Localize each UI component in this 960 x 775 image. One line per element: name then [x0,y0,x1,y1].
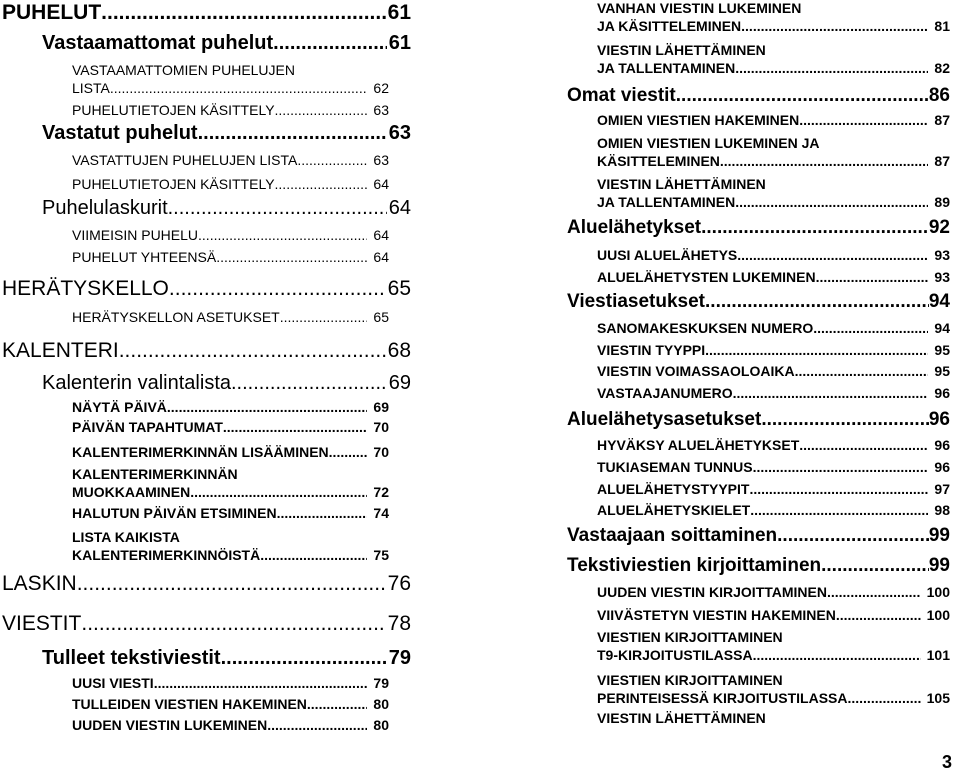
dot-leader [821,556,929,575]
toc-entry-title: Kalenterin valintalista [42,372,231,394]
toc-entry-title-line: KALENTERIMERKINNÄN [72,466,238,482]
toc-entry-page: 70 [373,419,389,435]
dot-leader [119,340,386,361]
toc-entry-title: UUSI VIESTI [72,675,154,691]
toc-entry-page: 75 [373,547,389,563]
toc-entry-page: 76 [387,572,411,595]
toc-entry-page: 97 [934,481,950,497]
dot-leader [168,198,387,218]
toc-entry-title: PUHELUT YHTEENSÄ [72,249,217,265]
dot-leader [720,154,929,168]
dot-leader [101,2,385,23]
toc-entry-page: 72 [373,484,389,500]
dot-leader [110,81,368,95]
left-toc-entry[interactable] [42,373,411,393]
toc-entry-title: VIESTIT [2,612,82,635]
toc-entry-title: Tekstiviestien kirjoittaminen [567,555,822,576]
toc-entry-title: ALUELÄHETYSKIELET [597,502,751,518]
right-toc-entry[interactable] [597,364,950,378]
toc-entry-page: 86 [928,85,950,106]
toc-entry-page: 96 [928,409,950,430]
toc-entry-page: 62 [373,80,389,96]
toc-entry-page: 64 [373,249,389,265]
toc-entry-page: 78 [387,612,411,635]
toc-entry-title: LASKIN [2,572,77,595]
toc-entry-title: NÄYTÄ PÄIVÄ [72,399,167,415]
dot-leader [260,548,367,562]
right-toc-entry[interactable] [597,585,950,599]
toc-entry-title-line: VIESTIEN KIRJOITTAMINEN [597,672,783,688]
left-toc-entry[interactable] [72,310,389,324]
toc-entry-page: 100 [926,584,950,600]
dot-leader [216,250,367,264]
left-toc-entry[interactable] [72,676,389,690]
dot-leader [741,19,928,33]
left-toc-entry[interactable] [2,340,411,361]
left-toc-entry[interactable] [2,573,411,594]
right-toc-entry[interactable] [597,270,950,284]
toc-entry-title: JA KÄSITTELEMINEN [597,18,742,34]
left-toc-entry[interactable] [72,697,389,711]
left-toc-entry[interactable] [42,123,411,143]
dot-leader [735,195,928,209]
toc-entry-page: 95 [934,342,950,358]
toc-entry-page: 64 [373,227,389,243]
toc-entry-title: VIIVÄSTETYN VIESTIN HAKEMINEN [597,607,836,623]
toc-entry-title-line: VANHAN VIESTIN LUKEMINEN [597,0,802,16]
dot-leader [733,386,929,400]
toc-entry-page: 69 [388,372,411,394]
toc-entry-title: Vastaamattomat puhelut [42,32,274,54]
left-toc-entry[interactable] [2,2,411,23]
left-toc-entry[interactable] [72,400,389,414]
dot-leader [827,585,921,599]
toc-entry-title: PUHELUTIETOJEN KÄSITTELY [72,176,275,192]
toc-entry-page: 89 [934,194,950,210]
toc-entry-title: KALENTERIMERKINNÄN LISÄÄMINEN [72,444,329,460]
dot-leader [297,153,367,167]
toc-entry-page: 61 [388,32,411,54]
right-toc-entry[interactable] [597,386,950,400]
toc-entry-page: 96 [934,385,950,401]
dot-leader [777,526,929,545]
toc-entry-title: PÄIVÄN TAPAHTUMAT [72,419,223,435]
toc-entry-title: VASTAAJANUMERO [597,385,733,401]
toc-entry-title: JA TALLENTAMINEN [597,194,736,210]
toc-entry-title: Viestiasetukset [567,291,706,312]
toc-entry-title: KÄSITTELEMINEN [597,153,720,169]
dot-leader [753,460,929,474]
toc-entry-title: ALUELÄHETYSTYYPIT [597,481,750,497]
left-toc-entry[interactable] [42,33,411,53]
left-toc-entry[interactable] [72,103,389,117]
toc-entry-title-line: VIESTIN LÄHETTÄMINEN [597,176,766,192]
right-toc-entry[interactable] [567,86,950,105]
right-toc-entry[interactable] [597,673,950,705]
toc-entry-page: 87 [934,112,950,128]
toc-entry-page: 87 [934,153,950,169]
right-toc-entry[interactable] [597,113,950,127]
toc-entry-title-line: VASTAAMATTOMIEN PUHELUJEN [72,62,295,78]
dot-leader [198,123,387,143]
dot-leader [813,321,928,335]
left-toc-entry[interactable] [72,63,389,95]
toc-entry-title: VIESTIN TYYPPI [597,342,706,358]
right-toc-entry[interactable] [597,248,950,262]
dot-leader [799,113,928,127]
toc-entry-title: PUHELUTIETOJEN KÄSITTELY [72,102,275,118]
dot-leader [81,613,385,634]
toc-entry-page: 105 [926,690,950,706]
toc-entry-page: 96 [934,437,950,453]
left-toc-entry[interactable] [2,613,411,634]
toc-entry-title: OMIEN VIESTIEN HAKEMINEN [597,112,800,128]
toc-entry-page: 64 [373,176,389,192]
dot-leader [231,373,387,393]
dot-leader [749,482,928,496]
dot-leader [273,33,387,53]
toc-entry-page: 79 [388,647,411,669]
toc-entry-page: 101 [926,647,950,663]
toc-entry-page: 70 [373,444,389,460]
right-toc-entry[interactable] [567,292,950,311]
dot-leader [198,228,367,242]
toc-entry-page: 68 [387,339,411,362]
toc-entry-title: VIESTIN VOIMASSAOLOAIKA [597,363,795,379]
toc-entry-title: VIESTIN LÄHETTÄMINEN [597,710,766,726]
toc-entry-title: Aluelähetykset [567,217,702,238]
right-toc-entry[interactable] [597,630,950,662]
toc-entry-title-line: VIESTIN LÄHETTÄMINEN [597,42,766,58]
toc-entry-title-line: VIESTIEN KIRJOITTAMINEN [597,629,783,645]
dot-leader [329,445,368,459]
dot-leader [169,278,386,299]
dot-leader [795,364,929,378]
left-toc-entry[interactable] [72,445,389,459]
toc-entry-title: JA TALLENTAMINEN [597,60,736,76]
dot-leader [705,292,929,311]
toc-entry-page: 65 [387,277,411,300]
left-toc-entry[interactable] [72,506,389,520]
toc-entry-title: Tulleet tekstiviestit [42,647,221,669]
toc-entry-page: 61 [387,1,411,24]
left-toc-entry[interactable] [72,153,389,167]
toc-entry-page: 92 [928,217,950,238]
right-toc-entry[interactable] [597,503,950,517]
toc-entry-title: PUHELUT [2,1,102,24]
toc-entry-title: UUDEN VIESTIN LUKEMINEN [72,717,268,733]
right-toc-entry[interactable] [597,1,950,33]
right-toc-entry[interactable] [597,321,950,335]
left-toc-entry[interactable] [42,648,411,668]
dot-leader [816,270,929,284]
right-toc-entry[interactable] [567,410,950,429]
dot-leader [221,648,387,668]
toc-entry-title: VASTATTUJEN PUHELUJEN LISTA [72,152,298,168]
toc-entry-title: SANOMAKESKUKSEN NUMERO [597,320,814,336]
left-toc-entry[interactable] [72,250,389,264]
right-toc-entry[interactable] [597,177,950,209]
toc-entry-title: PERINTEISESSÄ KIRJOITUSTILASSA [597,690,848,706]
page-number: 3 [941,752,952,772]
dot-leader [307,697,368,711]
dot-leader [676,86,929,105]
toc-entry-title: HERÄTYSKELLO [2,277,169,300]
toc-entry-page: 63 [373,102,389,118]
dot-leader [737,248,928,262]
toc-entry-page: 63 [388,122,411,144]
toc-entry-page: 99 [928,525,950,546]
right-toc-entry[interactable] [597,608,950,622]
right-toc-entry[interactable] [597,343,950,357]
toc-entry-page: 65 [373,309,389,325]
toc-entry-page: 96 [934,459,950,475]
toc-entry-title: Puhelulaskurit [42,197,168,219]
toc-entry-page: 95 [934,363,950,379]
right-toc-entry[interactable] [597,482,950,496]
toc-entry-title: LISTA [72,80,110,96]
dot-leader [753,648,921,662]
dot-leader [280,310,368,324]
dot-leader [735,61,928,75]
toc-entry-page: 79 [373,675,389,691]
right-toc-entry[interactable] [597,136,950,168]
toc-entry-page: 93 [934,269,950,285]
toc-entry-page: 94 [928,291,950,312]
toc-entry-title: Aluelähetysasetukset [567,409,762,430]
toc-entry-page: 63 [373,152,389,168]
toc-entry-page: 80 [373,717,389,733]
right-toc-entry[interactable] [597,711,950,725]
toc-entry-page: 74 [373,505,389,521]
toc-entry-title: KALENTERI [2,339,119,362]
left-toc-entry[interactable] [72,228,389,242]
toc-entry-title: UUSI ALUELÄHETYS [597,247,738,263]
toc-entry-title: Vastaajaan soittaminen [567,525,778,546]
toc-entry-title: HERÄTYSKELLON ASETUKSET [72,309,280,325]
right-toc-entry[interactable] [597,438,950,452]
toc-entry-title: Omat viestit [567,85,676,106]
dot-leader [277,506,368,520]
toc-entry-page: 93 [934,247,950,263]
dot-leader [761,410,929,429]
dot-leader [836,608,921,622]
left-toc-entry[interactable] [72,530,389,562]
toc-entry-title: MUOKKAAMINEN [72,484,191,500]
toc-entry-title: UUDEN VIESTIN KIRJOITTAMINEN [597,584,827,600]
toc-entry-title: HALUTUN PÄIVÄN ETSIMINEN [72,505,277,521]
toc-entry-page: 81 [934,18,950,34]
left-toc-entry[interactable] [72,467,389,499]
toc-entry-title: KALENTERIMERKINNÖISTÄ [72,547,261,563]
dot-leader [223,420,368,434]
toc-entry-title: T9-KIRJOITUSTILASSA [597,647,753,663]
dot-leader [275,177,368,191]
right-toc-entry[interactable] [567,218,950,237]
right-toc-entry[interactable] [597,43,950,75]
left-toc-entry[interactable] [42,198,411,218]
toc-entry-title-line: OMIEN VIESTIEN LUKEMINEN JA [597,135,820,151]
right-toc-entry[interactable] [567,526,950,545]
toc-entry-page: 94 [934,320,950,336]
dot-leader [77,573,386,594]
left-toc-entry[interactable] [72,420,389,434]
left-toc-entry[interactable] [72,177,389,191]
toc-entry-title: HYVÄKSY ALUELÄHETYKSET [597,437,800,453]
left-toc-entry[interactable] [72,718,389,732]
toc-entry-page: 69 [373,399,389,415]
dot-leader [701,218,929,237]
dot-leader [799,438,928,452]
toc-entry-title: TULLEIDEN VIESTIEN HAKEMINEN [72,696,307,712]
toc-entry-title-line: LISTA KAIKISTA [72,529,180,545]
dot-leader [705,343,928,357]
dot-leader [847,691,920,705]
left-toc-entry[interactable] [2,278,411,299]
dot-leader [167,400,368,414]
dot-leader [267,718,367,732]
dot-leader [190,485,367,499]
toc-entry-title: Vastatut puhelut [42,122,198,144]
dot-leader [154,676,368,690]
toc-entry-title: ALUELÄHETYSTEN LUKEMINEN [597,269,816,285]
toc-entry-page: 100 [926,607,950,623]
toc-entry-page: 82 [934,60,950,76]
toc-entry-page: 64 [388,197,411,219]
right-toc-entry[interactable] [567,556,950,575]
dot-leader [750,503,928,517]
toc-entry-page: 99 [928,555,950,576]
toc-entry-title: TUKIASEMAN TUNNUS [597,459,753,475]
toc-entry-page: 80 [373,696,389,712]
toc-entry-page: 98 [934,502,950,518]
toc-entry-title: VIIMEISIN PUHELU [72,227,199,243]
dot-leader [275,103,368,117]
right-toc-entry[interactable] [597,460,950,474]
